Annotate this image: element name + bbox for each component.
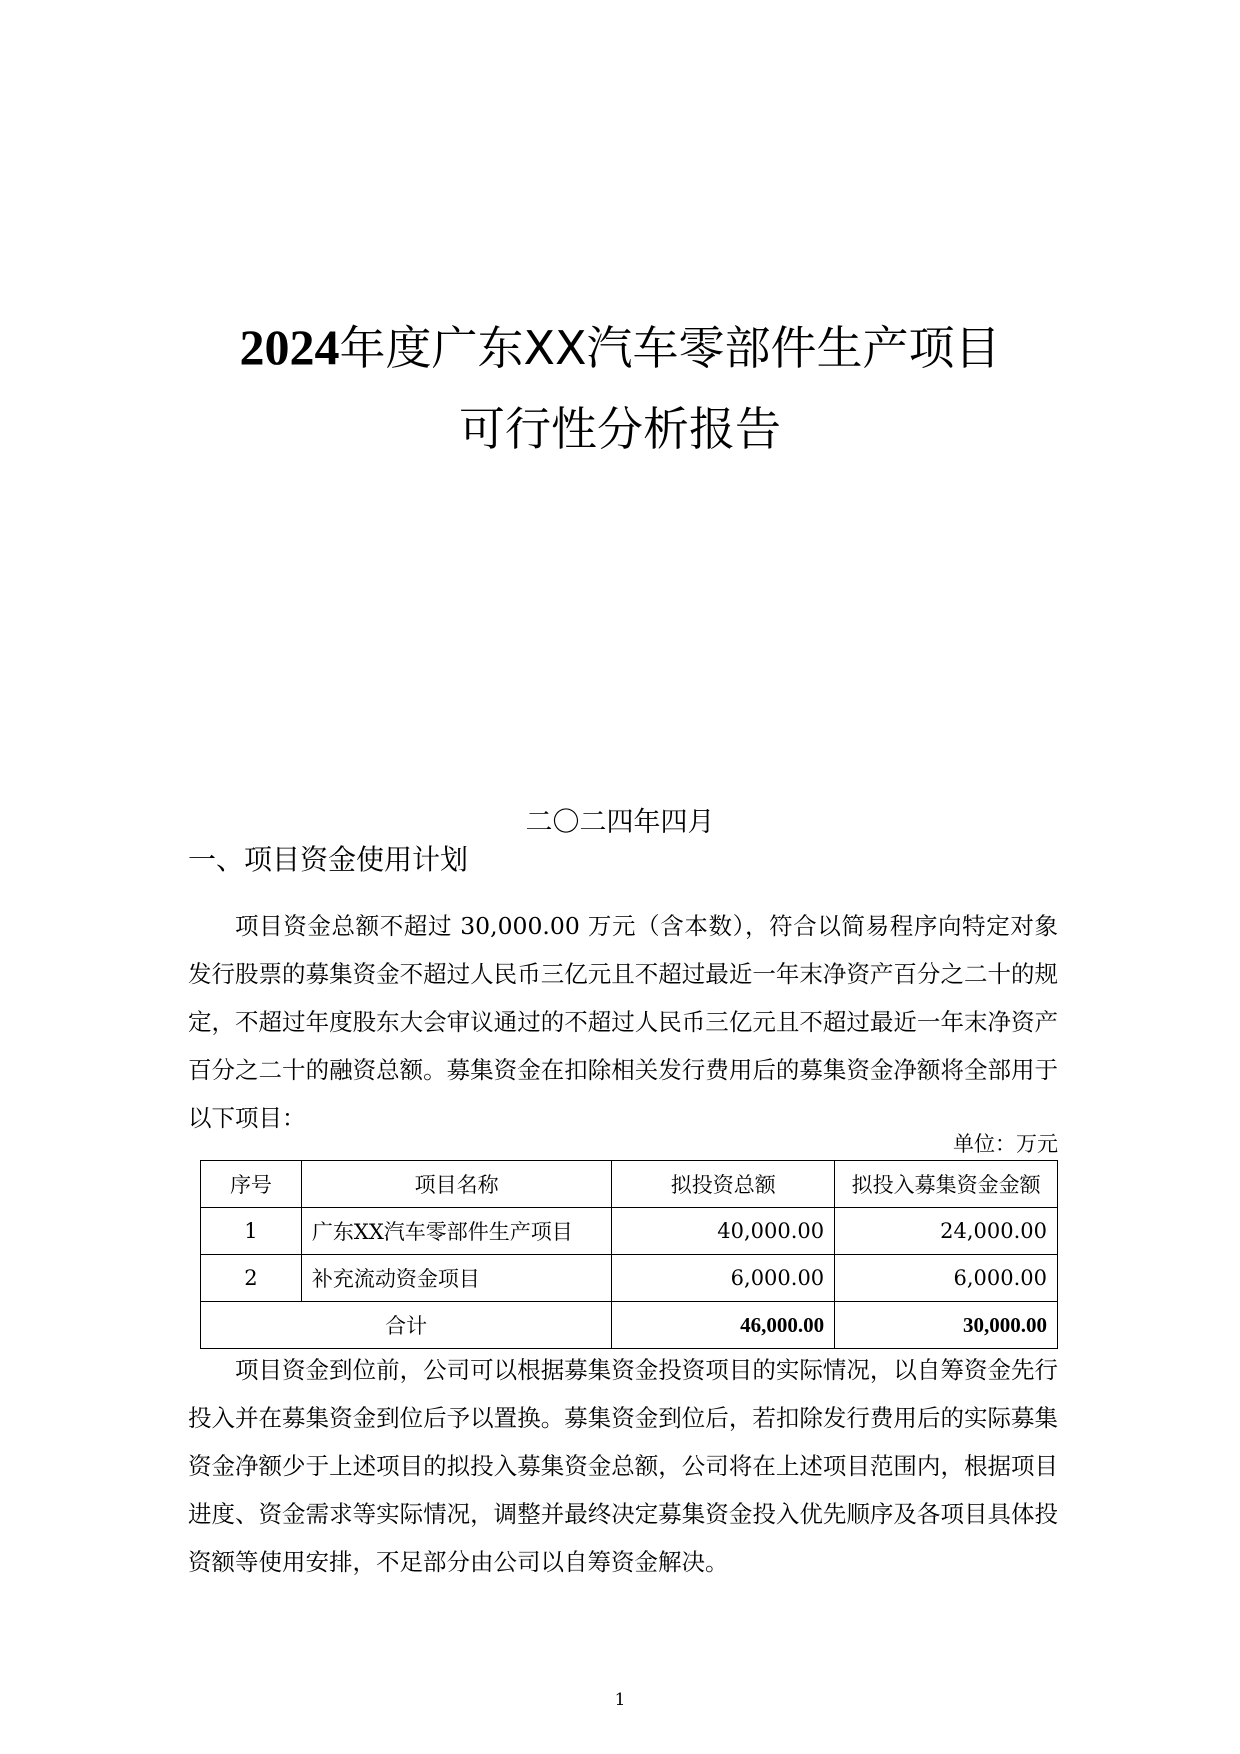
header-index: 序号 [201,1161,302,1208]
cell-total-investment: 6,000.00 [612,1255,835,1302]
cell-index: 1 [201,1208,302,1255]
report-title-text: 年度广东XX汽车零部件生产项目 [339,321,1001,375]
cell-raised-funds: 6,000.00 [835,1255,1058,1302]
report-title-line2: 可行性分析报告 [459,402,781,456]
table-total-row [201,1302,1058,1349]
report-title-year: 2024 [239,319,340,375]
table-unit: 单位：万元 [953,1132,1058,1156]
report-date: 二〇二四年四月 [525,807,715,838]
paragraph-funding-arrangement: 项目资金到位前，公司可以根据募集资金投资项目的实际情况，以自筹资金先行投入并在募集资金到位后予以置换。募集资金到位后，若扣除发行费用后的实际募集资金净额少于上述项目的拟投入募集资金总额，公司将在上述项目范围内，根据项目进度、资金需求等实际情况，调整并最终决定募集资金投入优先顺序及各项目具体投资额等使用安排，不足部分由公司以自筹资金解决。 [188,1356,1058,1576]
header-total-investment: 拟投资总额 [612,1161,835,1208]
section-heading: 一、项目资金使用计划 [188,843,469,876]
cell-total-investment-sum: 46,000.00 [612,1302,835,1349]
cell-raised-funds: 24,000.00 [835,1208,1058,1255]
header-project-name: 项目名称 [301,1161,611,1208]
report-title-line1 [0,312,1240,378]
fund-table [200,1160,1058,1349]
page-number: 1 [614,1690,626,1710]
table-header-row [201,1161,1058,1208]
cell-raised-funds-sum: 30,000.00 [835,1302,1058,1349]
cell-project-name: 广东XX汽车零部件生产项目 [301,1208,611,1255]
table-row [201,1208,1058,1255]
cell-total-investment: 40,000.00 [612,1208,835,1255]
header-raised-funds: 拟投入募集资金金额 [835,1161,1058,1208]
paragraph-funding-total: 项目资金总额不超过 30,000.00 万元（含本数），符合以简易程序向特定对象发行股票的募集资金不超过人民币三亿元且不超过最近一年末净资产百分之二十的规定，不超过年度股东大会审议通过的不超过人民币三亿元且不超过最近一年末净资产百分之二十的融资总额。募集资金在扣除相关发行费用后的募集资金净额将全部用于以下项目： [188,912,1058,1132]
table-row [201,1255,1058,1302]
cell-total-label: 合计 [201,1302,612,1349]
cell-index: 2 [201,1255,302,1302]
cell-project-name: 补充流动资金项目 [301,1255,611,1302]
